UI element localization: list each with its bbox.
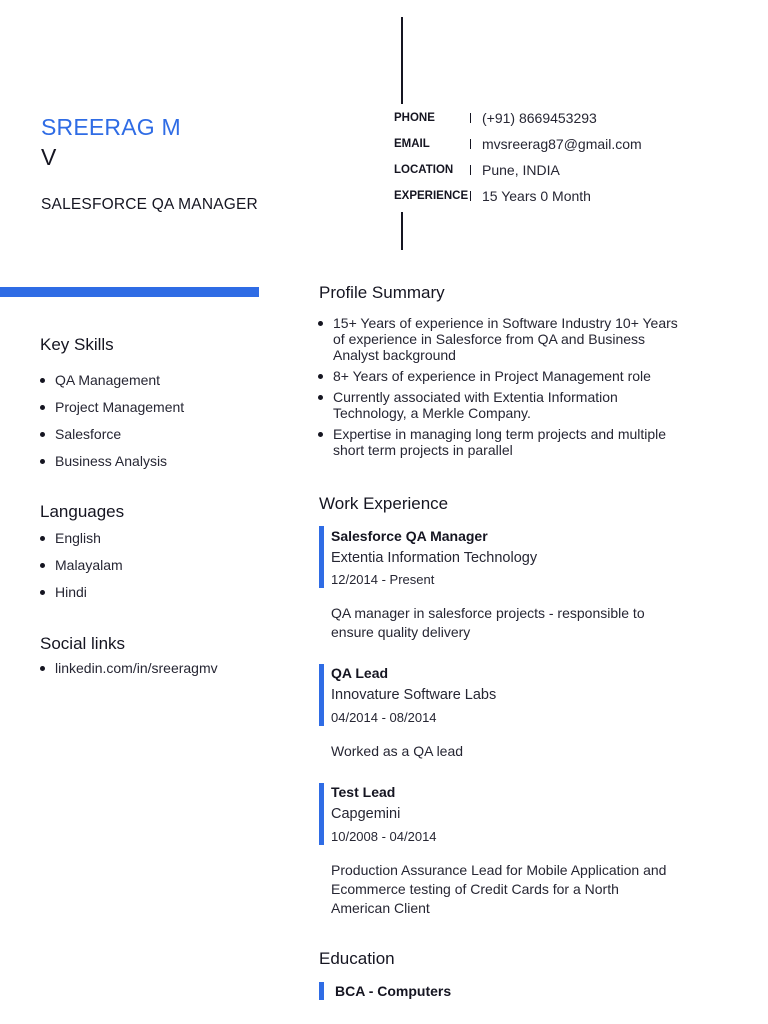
bullet-icon [40, 563, 45, 568]
skill-label: QA Management [55, 372, 161, 388]
contact-label: LOCATION [394, 164, 454, 176]
candidate-last-name: V [41, 144, 57, 170]
bullet-icon [40, 405, 45, 410]
summary-item [318, 315, 678, 363]
bullet-icon [40, 432, 45, 437]
contact-label: EMAIL [394, 138, 430, 150]
contact-email [394, 134, 724, 154]
experience-company: Capgemini [331, 806, 401, 822]
location-value: Pune, INDIA [482, 162, 560, 178]
experience-dates: 04/2014 - 08/2014 [331, 710, 437, 725]
bullet-icon [40, 590, 45, 595]
language-label: Hindi [55, 584, 87, 600]
accent-bar [0, 287, 259, 297]
linkedin-link[interactable]: linkedin.com/in/sreeragmv [55, 660, 218, 676]
skill-label: Project Management [55, 399, 185, 415]
education-degree: BCA - Computers [335, 983, 452, 999]
summary-text: 8+ Years of experience in Project Management role [333, 368, 651, 384]
contact-label: PHONE [394, 112, 435, 124]
social-links-heading: Social links [40, 634, 126, 653]
experience-value: 15 Years 0 Month [482, 188, 591, 204]
work-experience-heading: Work Experience [319, 494, 449, 513]
experience-company: Innovature Software Labs [331, 687, 497, 703]
contact-location [394, 160, 724, 180]
contact-separator [470, 139, 471, 149]
language-item [40, 555, 123, 575]
skill-label: Salesforce [55, 426, 122, 442]
language-label: Malayalam [55, 557, 123, 573]
experience-role: QA Lead [331, 665, 389, 681]
candidate-first-name: SREERAG M [41, 114, 181, 140]
experience-role: Test Lead [331, 784, 396, 800]
education-heading: Education [319, 949, 395, 968]
bullet-icon [40, 459, 45, 464]
social-link-item[interactable] [40, 658, 218, 678]
bullet-icon [40, 536, 45, 541]
bullet-icon [318, 432, 323, 437]
bullet-icon [40, 378, 45, 383]
email-value: mvsreerag87@gmail.com [482, 136, 642, 152]
contact-separator [470, 191, 471, 201]
language-label: English [55, 530, 101, 546]
experience-role: Salesforce QA Manager [331, 528, 488, 544]
skill-item [40, 397, 184, 417]
bullet-icon [318, 395, 323, 400]
language-item [40, 528, 101, 548]
bullet-icon [40, 666, 45, 671]
contact-phone [394, 108, 724, 128]
phone-value: (+91) 8669453293 [482, 110, 597, 126]
skill-item [40, 451, 167, 471]
summary-text: 15+ Years of experience in Software Industry 10+ Years of experience in Salesforce from QA and Business Analyst background [333, 315, 678, 363]
experience-accent-bar [319, 526, 324, 588]
contact-experience [394, 186, 724, 206]
experience-description: QA manager in salesforce projects - responsible to ensure quality delivery [331, 605, 645, 640]
bullet-icon [318, 374, 323, 379]
education-accent-bar [319, 982, 324, 1000]
summary-text: Expertise in managing long term projects and multiple short term projects in parallel [333, 426, 667, 458]
skill-item [40, 424, 121, 444]
contact-separator [470, 165, 471, 175]
experience-description: Production Assurance Lead for Mobile Application and Ecommerce testing of Credit Cards for a North American Client [331, 862, 667, 916]
contact-separator [470, 113, 471, 123]
experience-company: Extentia Information Technology [331, 550, 538, 566]
summary-item [318, 368, 678, 384]
summary-text: Currently associated with Extentia Information Technology, a Merkle Company. [333, 389, 618, 421]
experience-accent-bar [319, 783, 324, 845]
contact-label: EXPERIENCE [394, 190, 469, 202]
experience-accent-bar [319, 664, 324, 726]
experience-dates: 10/2008 - 04/2014 [331, 829, 437, 844]
languages-heading: Languages [40, 502, 125, 521]
header-divider-bottom [401, 212, 403, 250]
experience-description: Worked as a QA lead [331, 743, 464, 759]
summary-item [318, 426, 678, 458]
profile-summary-heading: Profile Summary [319, 283, 445, 302]
job-title: SALESFORCE QA MANAGER [41, 196, 258, 213]
experience-dates: 12/2014 - Present [331, 572, 435, 587]
language-item [40, 582, 87, 602]
key-skills-heading: Key Skills [40, 335, 114, 354]
summary-item [318, 389, 678, 421]
skill-label: Business Analysis [55, 453, 168, 469]
skill-item [40, 370, 160, 390]
header-divider-top [401, 17, 403, 104]
bullet-icon [318, 321, 323, 326]
